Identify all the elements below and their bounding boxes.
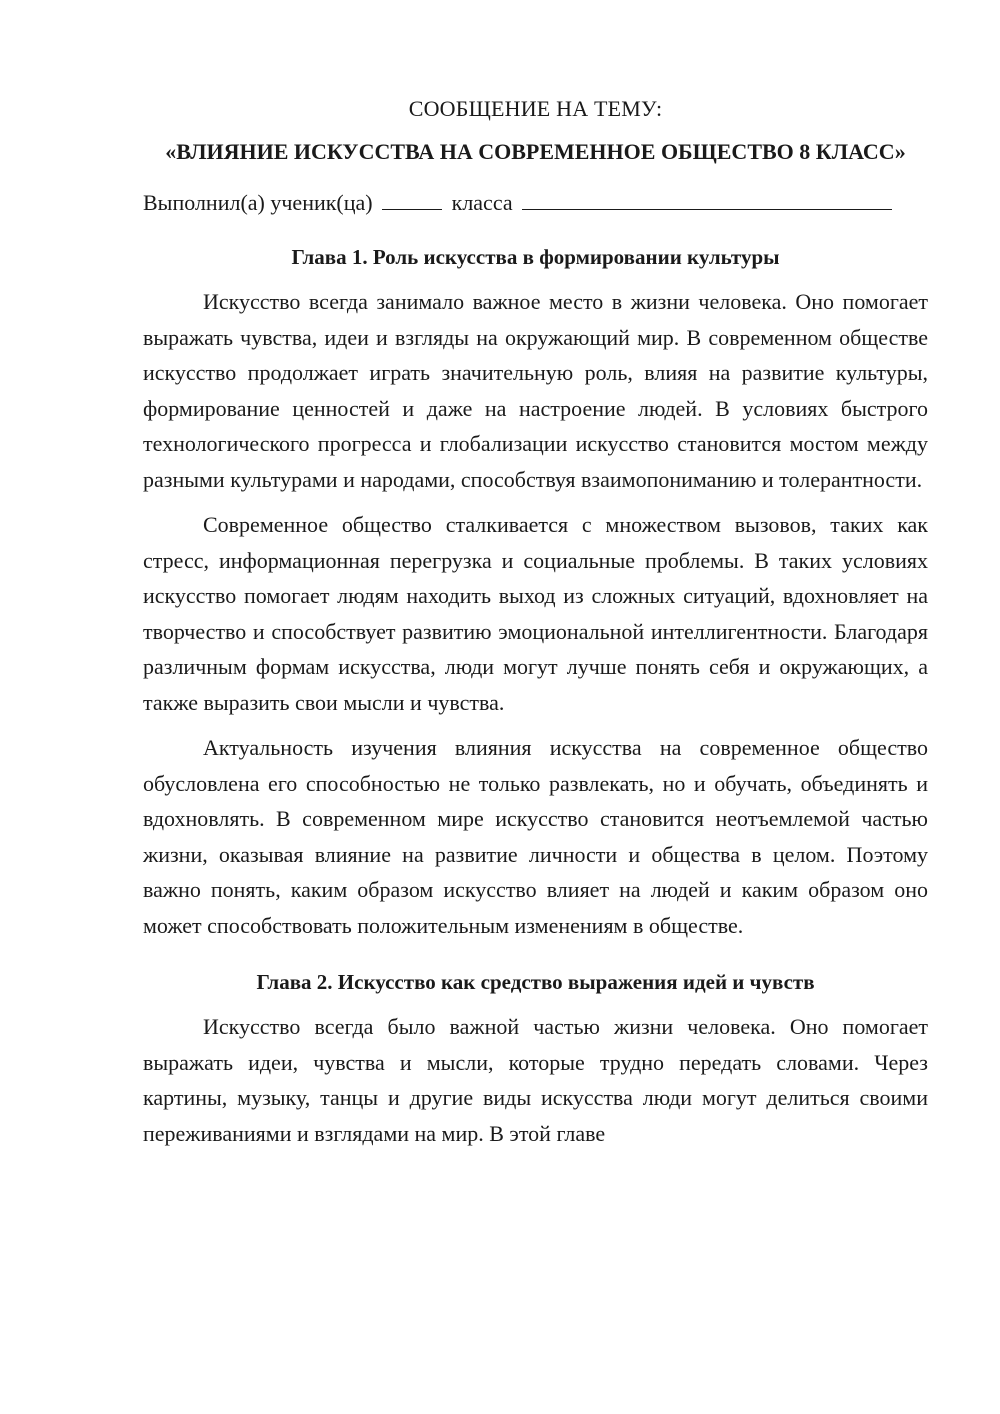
- chapter-1-paragraph: Актуальность изучения влияния искусства на современное общество обусловлена его способностью не только развлекать, но и обучать, объединять и вдохновлять. В современном мире искусство становится неотъемлемой частью жизни, оказывая влияние на развитие личности и общества в целом. Поэтому важно понять, каким образом искусство влияет на людей и каким образом оно может способствовать положительным изменениям в обществе.: [143, 735, 928, 938]
- name-blank[interactable]: [522, 187, 892, 210]
- document-heading: СООБЩЕНИЕ НА ТЕМУ:: [408, 96, 663, 121]
- chapter-2-title: Глава 2. Искусство как средство выражения идей и чувств: [256, 970, 815, 994]
- chapter-1-paragraph: Современное общество сталкивается с множеством вызовов, таких как стресс, информационная перегрузка и социальные проблемы. В таких условиях искусство помогает людям находить выход из сложных ситуаций, вдохновляет на творчество и способствует развитию эмоциональной интеллигентности. Благодаря различным формам искусства, люди могут лучше понять себя и окружающих, а также выразить свои мысли и чувства.: [143, 512, 928, 715]
- class-label: класса: [451, 190, 513, 215]
- author-line: [143, 187, 928, 218]
- grade-blank[interactable]: [382, 187, 442, 210]
- document-page: [143, 92, 928, 1151]
- chapter-1-paragraph: Искусство всегда занимало важное место в жизни человека. Оно помогает выражать чувства, идеи и взгляды на окружающий мир. В современном обществе искусство продолжает играть значительную роль, влияя на развитие культуры, формирование ценностей и даже на настроение людей. В условиях быстрого технологического прогресса и глобализации искусство становится мостом между разными культурами и народами, способствуя взаимопониманию и толерантности.: [143, 289, 928, 492]
- chapter-2-paragraph: Искусство всегда было важной частью жизни человека. Оно помогает выражать идеи, чувства и мысли, которые трудно передать словами. Через картины, музыку, танцы и другие виды искусства люди могут делиться своими переживаниями и взглядами на мир. В этой главе: [143, 1014, 928, 1146]
- chapter-1-title: Глава 1. Роль искусства в формировании культуры: [291, 245, 780, 269]
- author-prefix: Выполнил(а) ученик(ца): [143, 190, 373, 215]
- document-title: «ВЛИЯНИЕ ИСКУССТВА НА СОВРЕМЕННОЕ ОБЩЕСТВО 8 КЛАСС»: [165, 139, 906, 164]
